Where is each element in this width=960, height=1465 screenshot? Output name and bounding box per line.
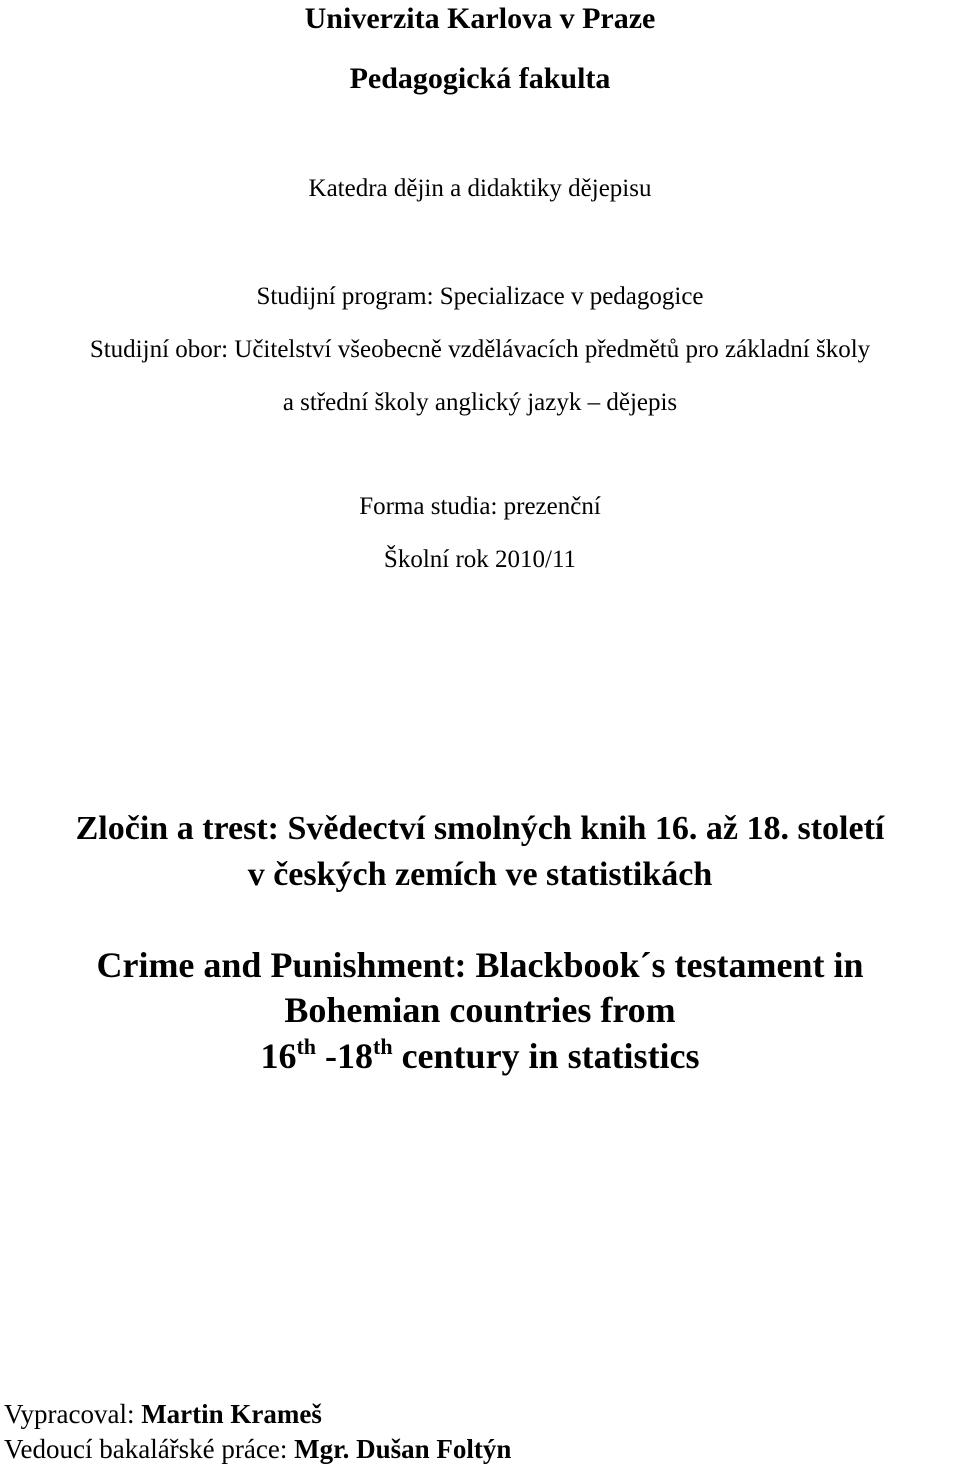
supervisor-name: Mgr. Dušan Foltýn bbox=[294, 1434, 512, 1464]
school-year: Školní rok 2010/11 bbox=[383, 546, 577, 573]
title-en-line3 bbox=[0, 1034, 960, 1076]
author-name: Martin Krameš bbox=[141, 1399, 322, 1429]
faculty-name: Pedagogická fakulta bbox=[349, 62, 611, 95]
study-form: Forma studia: prezenční bbox=[359, 493, 601, 520]
title-en-line2: Bohemian countries from bbox=[284, 990, 676, 1030]
title-en-line3-part-a: 16 bbox=[260, 1036, 297, 1076]
study-program: Studijní program: Specializace v pedagogice bbox=[256, 283, 704, 310]
title-en-line3-sup-a: th bbox=[296, 1034, 317, 1059]
author-label: Vypracoval: bbox=[4, 1399, 142, 1429]
title-en-line3-sup-b: th bbox=[373, 1034, 393, 1059]
author-line bbox=[4, 1401, 322, 1428]
study-field-line1: Studijní obor: Učitelství všeobecně vzdělávacích předmětů pro základní školy bbox=[89, 336, 871, 363]
university-name: Univerzita Karlova v Praze bbox=[304, 2, 656, 35]
title-cz-line1: Zločin a trest: Svědectví smolných knih 16. až 18. století bbox=[75, 810, 885, 847]
title-en-line1: Crime and Punishment: Blackbook´s testament in bbox=[96, 945, 864, 985]
title-cz-line2: v českých zemích ve statistikách bbox=[247, 856, 713, 893]
title-en-line3-part-b: -18 bbox=[316, 1036, 374, 1076]
department-name: Katedra dějin a didaktiky dějepisu bbox=[308, 175, 652, 202]
supervisor-line bbox=[4, 1436, 511, 1463]
study-field-line2: a střední školy anglický jazyk – dějepis bbox=[282, 389, 678, 416]
title-en-line3-part-c: century in statistics bbox=[392, 1036, 700, 1076]
supervisor-label: Vedoucí bakalářské práce: bbox=[4, 1434, 295, 1464]
